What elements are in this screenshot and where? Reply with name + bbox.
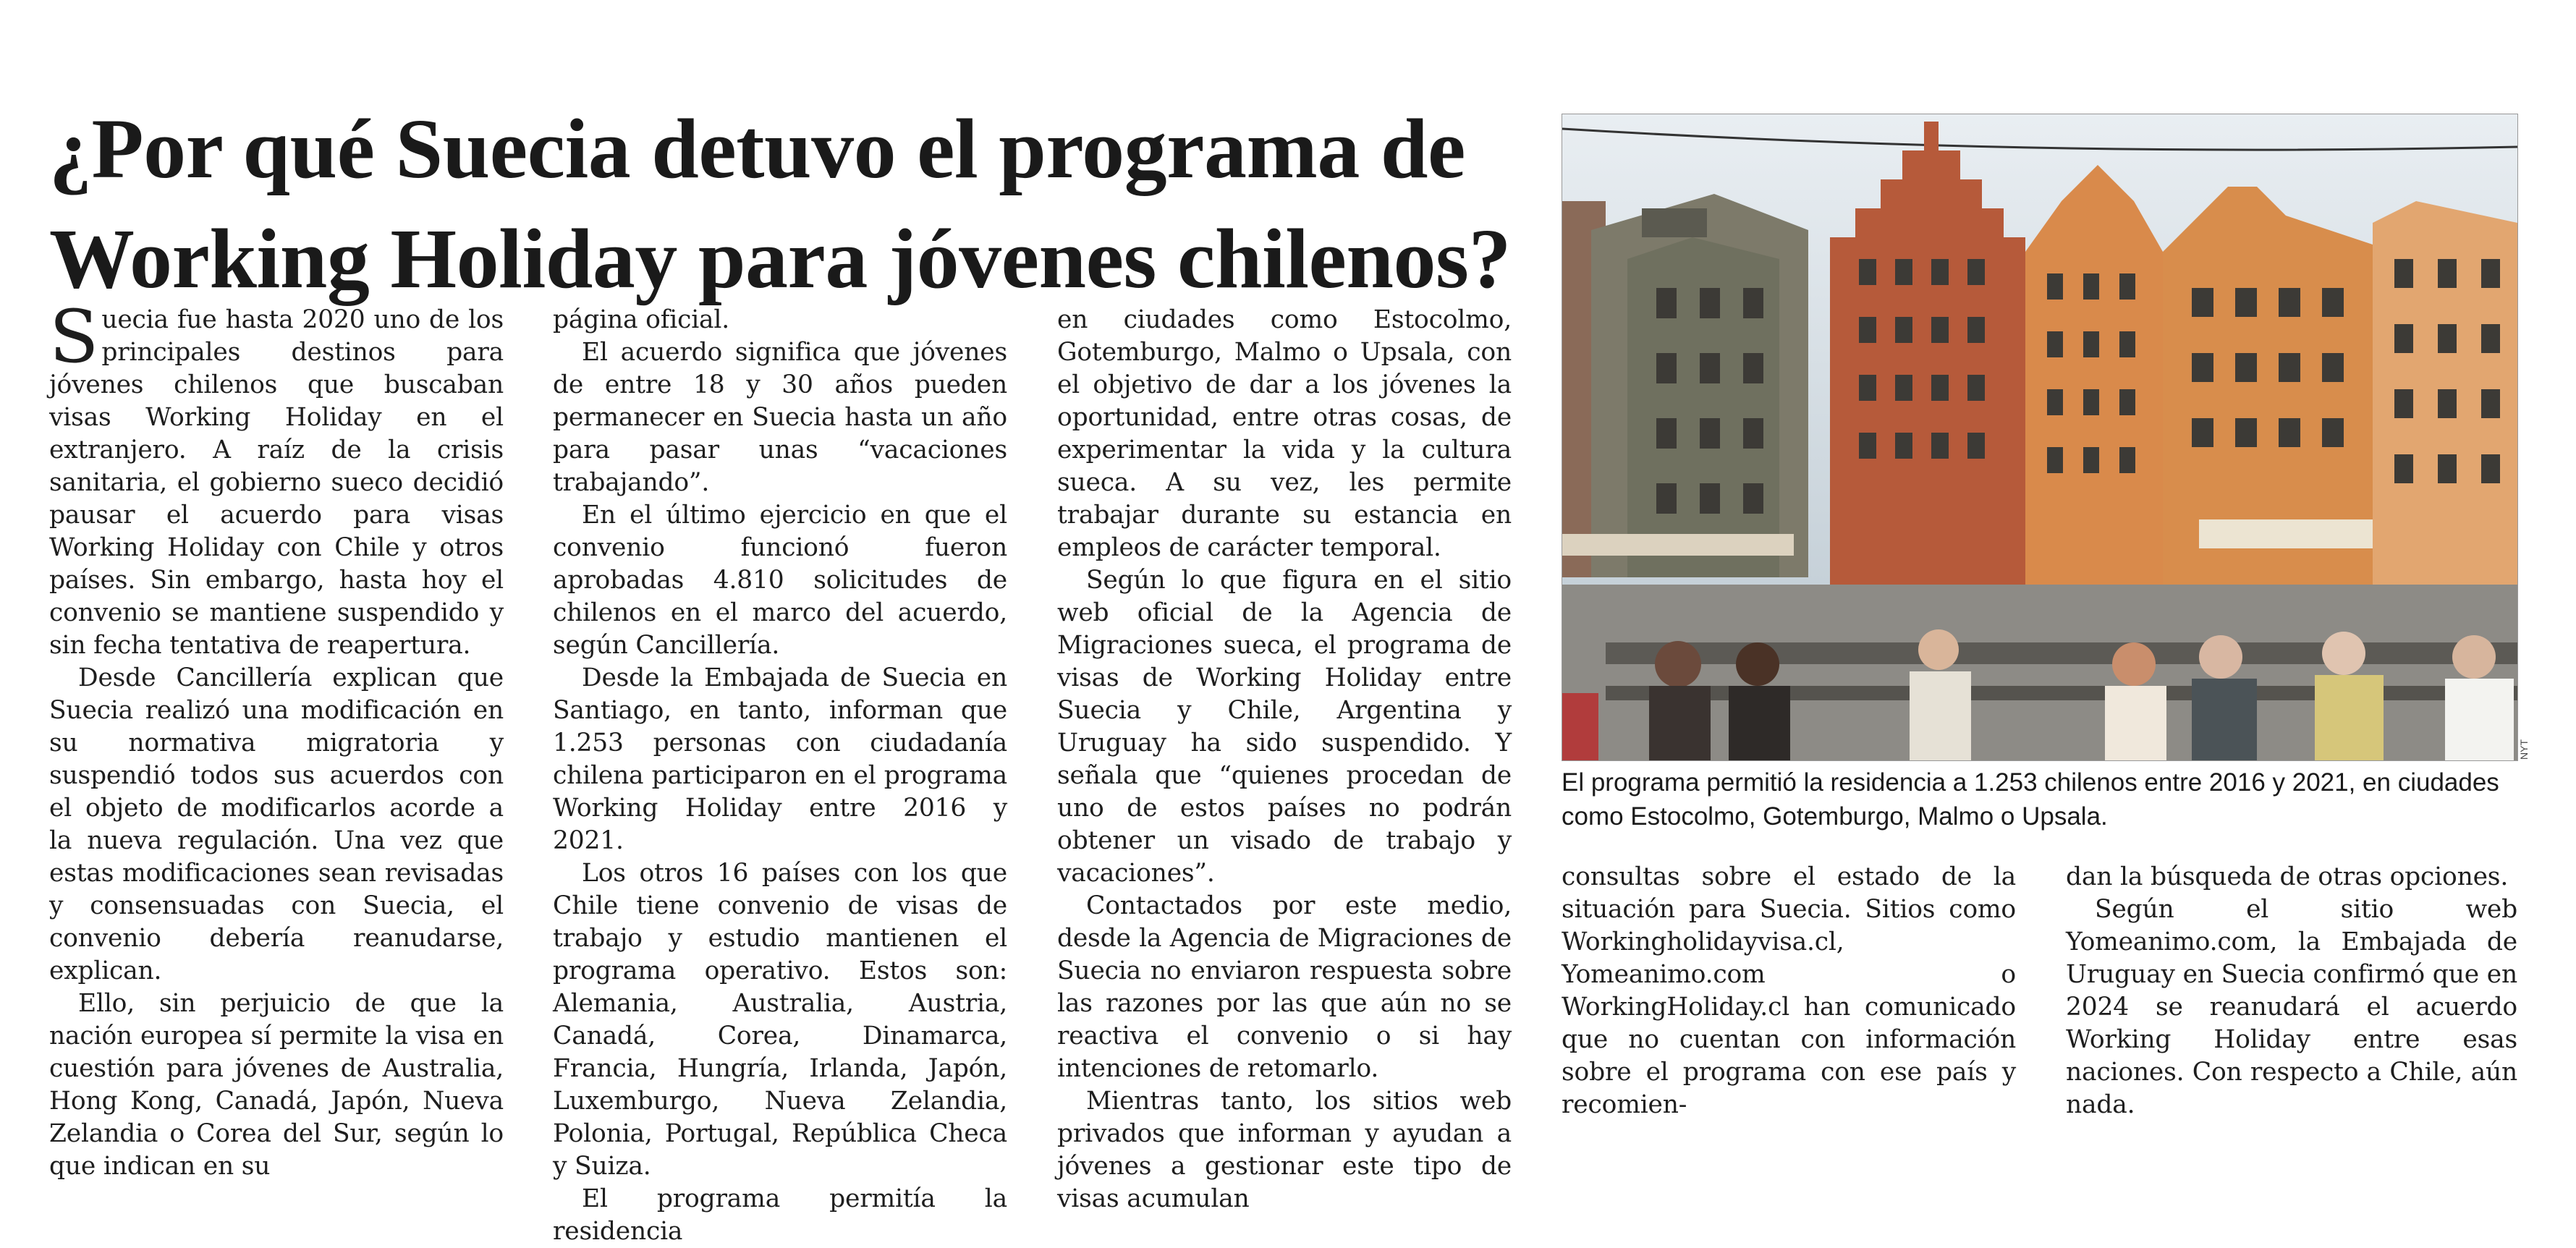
headline-line-2: Working Holiday para jóvenes chilenos? (49, 211, 1511, 306)
paragraph: El acuerdo significa que jóvenes de entre 18 y 30 años pueden permanecer en Suecia hasta un año para pasar unas “vacaciones trabajando”. (553, 338, 1007, 497)
paragraph: El programa permitía la residencia (553, 1184, 1007, 1246)
paragraph: Según lo que figura en el sitio web oficial de la Agencia de Migraciones sueca, el programa de visas de Working Holiday entre Suecia y Chile, Argentina y Uruguay ha sido suspendido. Y señala que “quienes procedan de uno de estos países no podrán obtener un visado de trabajo y vacaciones”. (1057, 566, 1512, 888)
paragraph: Mientras tanto, los sitios web privados que informan y ayudan a jóvenes a gestionar este tipo de visas acumulan (1057, 1087, 1512, 1213)
photo-caption: El programa permitió la residencia a 1.253 chilenos entre 2016 y 2021, en ciudades como Estocolmo, Gotemburgo, Malmo o Upsala. (1562, 768, 2499, 831)
paragraph: Los otros 16 países con los que Chile tiene convenio de visas de trabajo y estudio mantienen el programa operativo. Estos son: Alemania, Australia, Austria, Canadá, Corea, Dinamarca, Francia, Hungría, Irlanda, Japón, Luxemburgo, Nueva Zelandia, Polonia, Portugal, República Checa y Suiza. (553, 859, 1007, 1181)
photo-credit: NYT (2518, 739, 2530, 760)
article-column-1 (49, 294, 504, 1183)
paragraph: Según el sitio web Yomeanimo.com, la Embajada de Uruguay en Suecia confirmó que en 2024 se reanudará el acuerdo Working Holiday entre esas naciones. Con respecto a Chile, aún nada. (2066, 895, 2517, 1119)
news-photo (1562, 114, 2518, 761)
paragraph: Desde Cancillería explican que Suecia realizó una modificación en su normativa migratoria y suspendió todos sus acuerdos con el objeto de modificarlos acorde a la nueva regulación. Una vez que estas modificaciones sean revisadas y consensuadas con Suecia, el convenio debería reanudarse, explican. (49, 663, 504, 985)
paragraph: en ciudades como Estocolmo, Gotemburgo, Malmo o Upsala, con el objetivo de dar a los jóvenes la oportunidad, entre otras cosas, de experimentar la vida y la cultura sueca. A su vez, les permite trabajar durante su estancia en empleos de carácter temporal. (1057, 305, 1512, 562)
article-column-3 (1057, 304, 1512, 1215)
article-column-4 (1562, 861, 2016, 1121)
paragraph-text: uecia fue hasta 2020 uno de los principales destinos para jóvenes chilenos que buscaban visas Working Holiday en el extranjero. A raíz de la crisis sanitaria, el gobierno sueco decidió pausar el acuerdo para visas Working Holiday con Chile y otros países. Sin embargo, hasta hoy el convenio se mantiene suspendido y sin fecha tentativa de reapertura. (49, 305, 504, 660)
stockholm-square-illustration (1562, 114, 2517, 760)
paragraph: dan la búsqueda de otras opciones. (2066, 862, 2509, 891)
paragraph: consultas sobre el estado de la situación para Suecia. Sitios como Workingholidayvisa.cl, Yomeanimo.com o WorkingHoliday.cl han comunicado que no cuentan con información sobre el programa con ese país y recomien- (1562, 862, 2016, 1119)
headline-line-1: ¿Por qué Suecia detuvo el programa de (49, 101, 1465, 196)
article-column-2 (553, 304, 1007, 1248)
paragraph: página oficial. (553, 305, 730, 334)
paragraph (49, 294, 504, 662)
article-column-5 (2066, 861, 2517, 1121)
drop-cap: S (49, 294, 99, 379)
paragraph: Desde la Embajada de Suecia en Santiago, en tanto, informan que 1.253 personas con ciudadanía chilena participaron en el programa Working Holiday entre 2016 y 2021. (553, 663, 1007, 855)
paragraph: Contactados por este medio, desde la Agencia de Migraciones de Suecia no enviaron respuesta sobre las razones por las que aún no se reactiva el convenio o si hay intenciones de retomarlo. (1057, 891, 1512, 1083)
headline (49, 94, 1525, 314)
paragraph: Ello, sin perjuicio de que la nación europea sí permite la visa en cuestión para jóvenes de Australia, Hong Kong, Canadá, Japón, Nueva Zelandia o Corea del Sur, según lo que indican en su (49, 989, 504, 1181)
paragraph: En el último ejercicio en que el convenio funcionó fueron aprobadas 4.810 solicitudes de chilenos en el marco del acuerdo, según Cancillería. (553, 501, 1007, 660)
